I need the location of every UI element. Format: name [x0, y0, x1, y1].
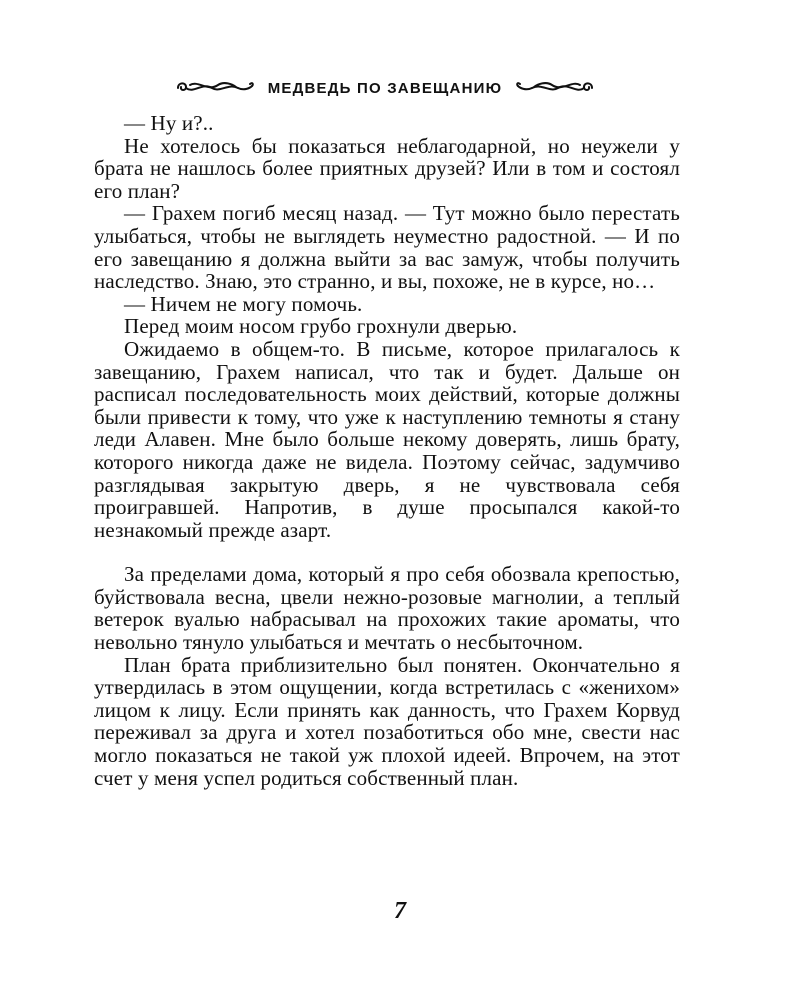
paragraph: Ожидаемо в общем-то. В письме, которое прилагалось к завещанию, Грахем написал, что так и будет. Дальше он расписал последовательность моих действий, которые должны были привести к тому, что уже к наступлению темноты я стану леди Алавен. Мне было больше некому доверять, лишь брату, которого никогда даже не видела. Поэтому сейчас, задумчиво разглядывая закрытую дверь, я не чувствовала себя проигравшей. Напротив, в душе просыпался какой-то незнакомый прежде азарт. — [94, 336, 680, 542]
paragraph: — Грахем погиб месяц назад. — Тут можно было перестать улыбаться, чтобы не выглядеть неуместно радостной. — И по его завещанию я должна выйти за вас замуж, чтобы получить наследство. Знаю, это странно, и вы, похоже, не в курсе, но… — [94, 201, 680, 294]
running-header-title: МЕДВЕДЬ ПО ЗАВЕЩАНИЮ — [267, 79, 503, 97]
section-break — [94, 541, 680, 563]
page-number: 7 — [394, 898, 406, 924]
body-text — [94, 112, 680, 789]
paragraph: Не хотелось бы показаться неблагодарной, но неужели у брата не нашлось более приятных друзей? Или в том и состоял его план? — [94, 133, 680, 203]
scroll-flourish-icon — [512, 76, 602, 100]
scroll-flourish-icon — [168, 76, 258, 100]
paragraph: За пределами дома, который я про себя обозвала крепостью, буйствовала весна, цвели нежно-розовые магнолии, а теплый ветерок вуалью набрасывал на прохожих такие ароматы, что невольно тянуло улыбаться и мечтать о несбыточном. — [94, 562, 680, 655]
paragraph: — Ну и?.. — [124, 111, 214, 135]
running-header — [160, 70, 610, 106]
paragraph: Перед моим носом грубо грохнули дверью. — [124, 314, 518, 339]
paragraph: — Ничем не могу помочь. — [124, 291, 363, 316]
paragraph: План брата приблизительно был понятен. Окончательно я утвердилась в этом ощущении, когда встретилась с «женихом» лицом к лицу. Если принять как данность, что Грахем Корвуд переживал за друга и хотел позаботиться обо мне, свести нас могло показаться не такой уж плохой идеей. Впрочем, на этот счет у меня успел родиться собственный план. — [94, 652, 680, 790]
